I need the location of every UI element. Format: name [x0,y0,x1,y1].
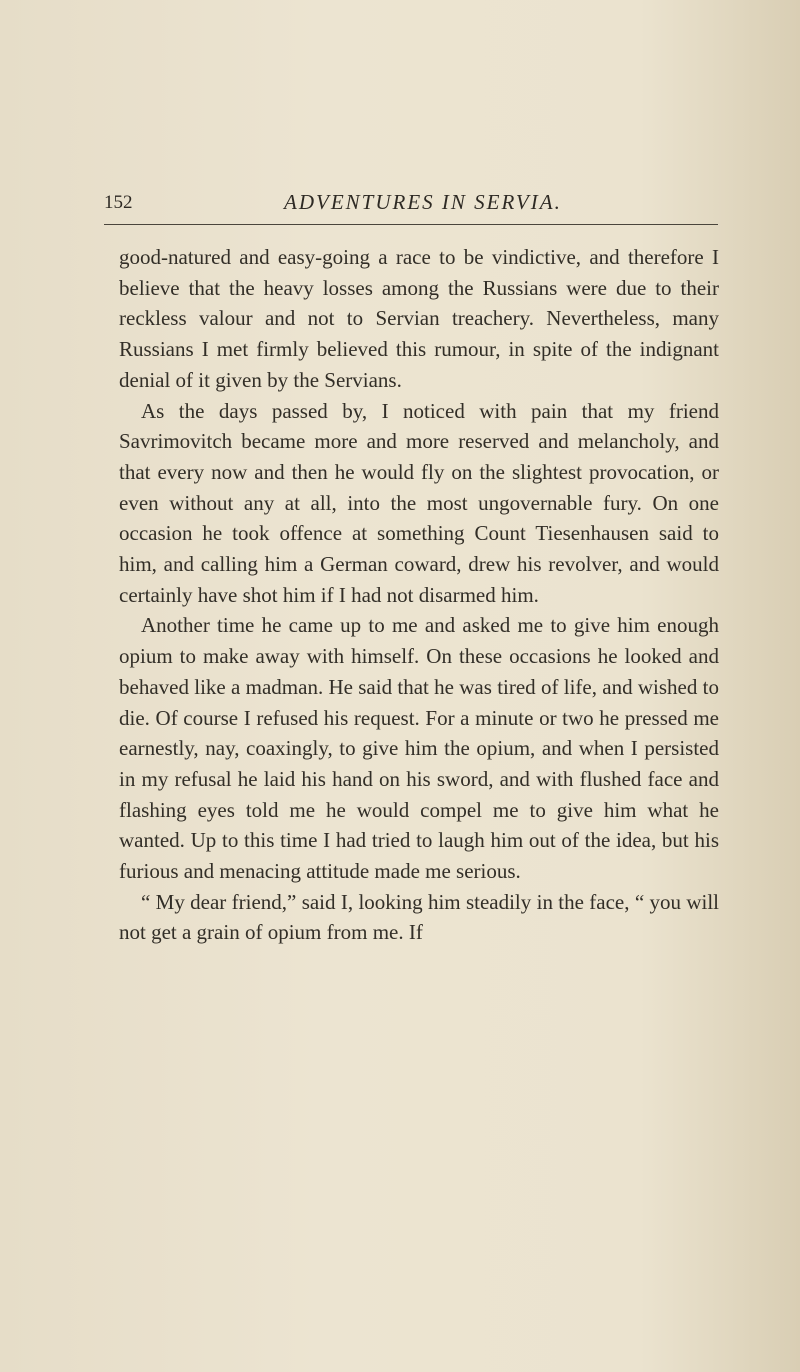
paragraph: As the days passed by, I noticed with pain that my friend Savrimovitch became more and more reserved and melancholy, and that every now and then he would fly on the slightest provocation, or even without any at all, into the most ungovernable fury. On one occasion he took offence at something Count Tiesenhausen said to him, and calling him a German coward, drew his revolver, and would certainly have shot him if I had not disarmed him. [119,398,719,607]
header-rule [104,224,718,225]
paragraph: “ My dear friend,” said I, looking him steadily in the face, “ you will not get a grain of opium from me. If [119,889,719,945]
page-number: 152 [104,192,133,213]
paragraph: Another time he came up to me and asked me to give him enough opium to make away with himself. On these occasions he looked and behaved like a madman. He said that he was tired of life, and wished to die. Of course I refused his request. For a minute or two he pressed me earnestly, nay, coaxingly, to give him the opium, and when I persisted in my refusal he laid his hand on his sword, and with flushed face and flashing eyes told me he would compel me to give him what he wanted. Up to this time I had tried to laugh him out of the idea, but his furious and menacing attitude made me serious. [119,613,719,884]
page-header [104,190,718,220]
running-title: ADVENTURES IN SERVIA. [284,190,562,214]
paragraph-continued: good-natured and easy-going a race to be vindictive, and therefore I believe that the heavy losses among the Russians were due to their reckless valour and not to Servian treachery. Nevertheless, many Russians I met firmly believed this rumour, in spite of the indignant denial of it given by the Servians. [119,245,719,392]
body-text [119,242,719,948]
